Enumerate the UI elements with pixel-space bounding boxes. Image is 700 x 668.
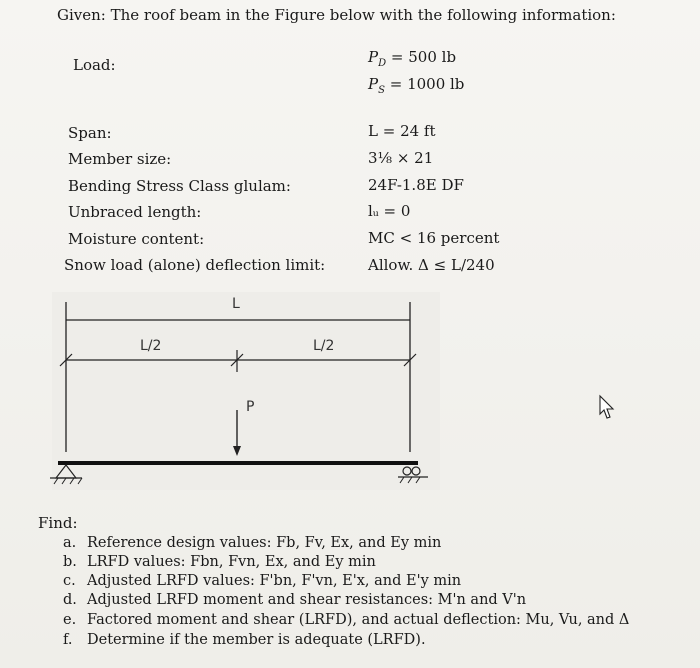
find-item-letter: c. [63,573,76,589]
ps-amount: = 1000 lb [389,75,465,93]
find-item-letter: a. [63,535,77,551]
span-label: Span: [68,124,112,142]
ps-symbol: P [368,75,379,93]
span-value: L = 24 ft [368,122,436,140]
pd-subscript: D [378,58,387,69]
find-item [63,632,426,648]
find-item-letter: b. [63,554,77,570]
glulam-class-label: Bending Stress Class glulam: [68,177,291,195]
pd-symbol: P [368,48,379,66]
deflection-limit-label: Snow load (alone) deflection limit: [64,256,326,274]
find-title: Find: [38,514,78,532]
span-dimension-label: L [232,296,240,312]
moisture-value: MC < 16 percent [368,229,500,247]
find-item [63,592,526,608]
find-item-text: Determine if the member is adequate (LRFD). [87,632,426,648]
find-item-text: LRFD values: Fbn, Fvn, Ex, and Ey min [87,554,376,570]
find-item [63,573,461,589]
right-half-label: L/2 [313,338,335,354]
find-item-text: Adjusted LRFD values: F'bn, F'vn, E'x, and E'y min [87,573,462,589]
load-label: Load: [73,56,116,74]
find-item-letter: e. [63,612,77,628]
mouse-cursor-icon [600,396,613,418]
glulam-class-value: 24F-1.8E DF [368,176,464,194]
left-half-label: L/2 [140,338,162,354]
pd-amount: = 500 lb [390,48,457,66]
unbraced-length-label: Unbraced length: [68,203,202,221]
diagram-panel [52,292,440,490]
deflection-limit-value: Allow. Δ ≤ L/240 [368,256,495,274]
member-size-value: 3⅛ × 21 [368,149,434,167]
moisture-label: Moisture content: [68,230,205,248]
member-size-label: Member size: [68,150,172,168]
unbraced-length-value: lᵤ = 0 [368,202,411,220]
find-item [63,554,376,570]
find-item [63,612,629,628]
ps-subscript: S [378,85,385,96]
find-item-letter: f. [63,632,73,648]
find-item-text: Factored moment and shear (LRFD), and actual deflection: Mu, Vu, and Δ [87,612,630,628]
find-item-text: Adjusted LRFD moment and shear resistances: M'n and V'n [87,592,527,608]
find-item [63,535,441,551]
find-item-text: Reference design values: Fb, Fv, Ex, and Ey min [87,535,442,551]
given-statement: Given: The roof beam in the Figure below with the following information: [57,6,616,24]
find-item-letter: d. [63,592,77,608]
load-label-p: P [246,399,255,415]
